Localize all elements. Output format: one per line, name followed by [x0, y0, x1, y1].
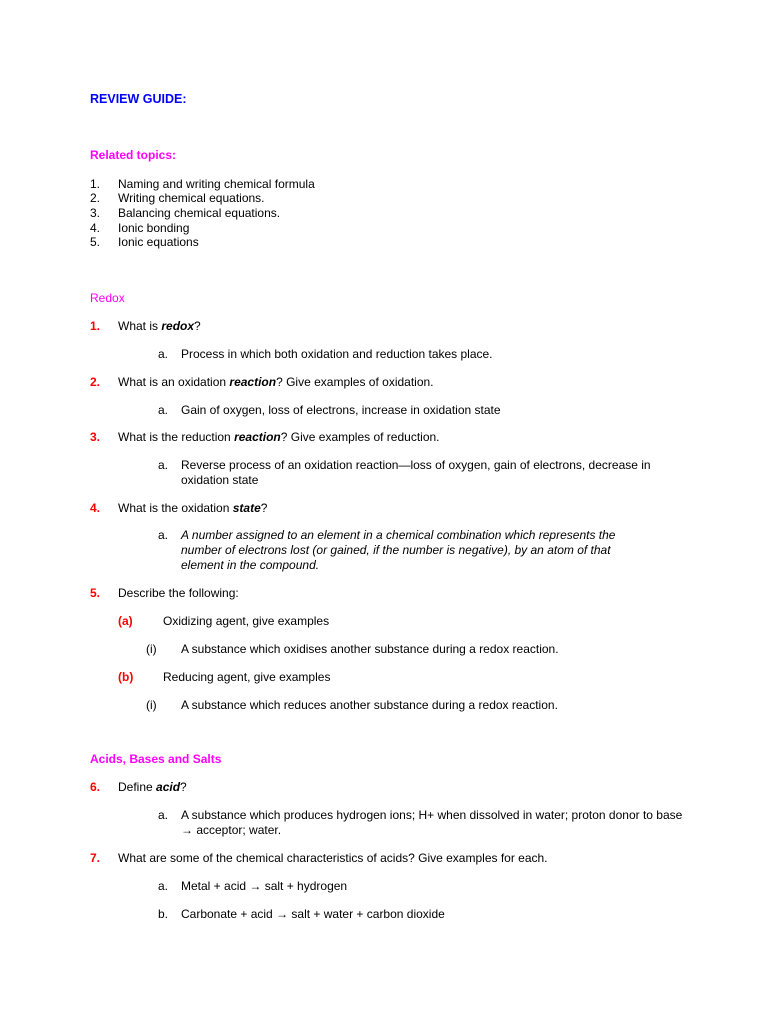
answer-letter: a. — [158, 458, 169, 472]
answer-text: Reverse process of an oxidation reaction—loss of oxygen, gain of electrons, decrease in oxidation state — [181, 458, 651, 487]
answer-text: Metal + acid → salt + hydrogen — [181, 879, 348, 893]
question-text-part: ? — [194, 319, 201, 333]
list-number: 2. — [90, 191, 101, 205]
question-emphasis: reaction — [234, 430, 281, 444]
answer-text: A substance which produces hydrogen ions; H+ when dissolved in water; proton donor to base → acceptor; water. — [181, 808, 683, 837]
sub-answer-label: (i) — [146, 642, 157, 656]
question-text-part: ? — [260, 501, 268, 515]
question-number: 7. — [90, 851, 101, 865]
answer-text: A number assigned to an element in a chemical combination which represents the number of electrons lost (or gained, if the number is negative), by an atom of that element in the compound. — [181, 528, 616, 572]
sub-answer-text: A substance which reduces another substance during a redox reaction. — [181, 698, 558, 712]
question-text-part: Define — [118, 780, 157, 794]
question-text — [118, 319, 201, 334]
answer-letter: a. — [158, 403, 169, 417]
question-text — [118, 430, 440, 445]
list-text: Balancing chemical equations. — [118, 206, 281, 220]
question-text-part: ? — [180, 780, 187, 794]
question-text — [118, 375, 434, 390]
question-text-part: What is an oxidation — [118, 375, 230, 389]
question-text-part: What is the reduction — [118, 430, 235, 444]
sub-question-text: Reducing agent, give examples — [163, 670, 331, 684]
list-text: Writing chemical equations. — [118, 191, 265, 205]
list-text: Ionic bonding — [118, 221, 190, 235]
sub-question-label: (a) — [118, 614, 133, 628]
answer-letter: b. — [158, 907, 169, 921]
question-number: 1. — [90, 319, 101, 333]
question-number: 4. — [90, 501, 101, 515]
question-emphasis: reaction — [229, 375, 277, 389]
question-number: 5. — [90, 586, 101, 600]
answer-letter: a. — [158, 347, 169, 361]
question-number: 2. — [90, 375, 101, 389]
question-number: 6. — [90, 780, 101, 794]
question-text — [118, 780, 187, 795]
question-emphasis: acid — [156, 780, 181, 794]
sub-answer-label: (i) — [146, 698, 157, 712]
redox-heading: Redox — [90, 291, 125, 305]
acids-heading: Acids, Bases and Salts — [90, 752, 222, 766]
answer-text: Carbonate + acid → salt + water + carbon dioxide — [181, 907, 445, 921]
list-number: 4. — [90, 221, 101, 235]
answer-text: Process in which both oxidation and reduction takes place. — [181, 347, 493, 361]
sub-answer-text: A substance which oxidises another substance during a redox reaction. — [181, 642, 559, 656]
question-text-part: What is — [118, 319, 162, 333]
question-number: 3. — [90, 430, 101, 444]
question-text — [118, 501, 267, 516]
question-text: What are some of the chemical characteristics of acids? Give examples for each. — [118, 851, 548, 865]
related-topics-heading: Related topics: — [90, 148, 177, 162]
list-number: 5. — [90, 235, 101, 249]
answer-letter: a. — [158, 808, 169, 822]
sub-question-text: Oxidizing agent, give examples — [163, 614, 330, 628]
page-title: REVIEW GUIDE: — [90, 92, 187, 106]
list-number: 1. — [90, 177, 101, 191]
list-text: Naming and writing chemical formula — [118, 177, 315, 191]
question-text-part: ? Give examples of reduction. — [280, 430, 440, 444]
question-text-part: What is the oxidation — [118, 501, 233, 515]
question-text: Describe the following: — [118, 586, 239, 600]
question-emphasis: state — [232, 501, 261, 515]
answer-letter: a. — [158, 879, 169, 893]
list-text: Ionic equations — [118, 235, 199, 249]
answer-text: Gain of oxygen, loss of electrons, increase in oxidation state — [181, 403, 501, 417]
sub-question-label: (b) — [118, 670, 134, 684]
question-text-part: ? Give examples of oxidation. — [276, 375, 434, 389]
answer-letter: a. — [158, 528, 169, 542]
list-number: 3. — [90, 206, 101, 220]
question-emphasis: redox — [161, 319, 195, 333]
